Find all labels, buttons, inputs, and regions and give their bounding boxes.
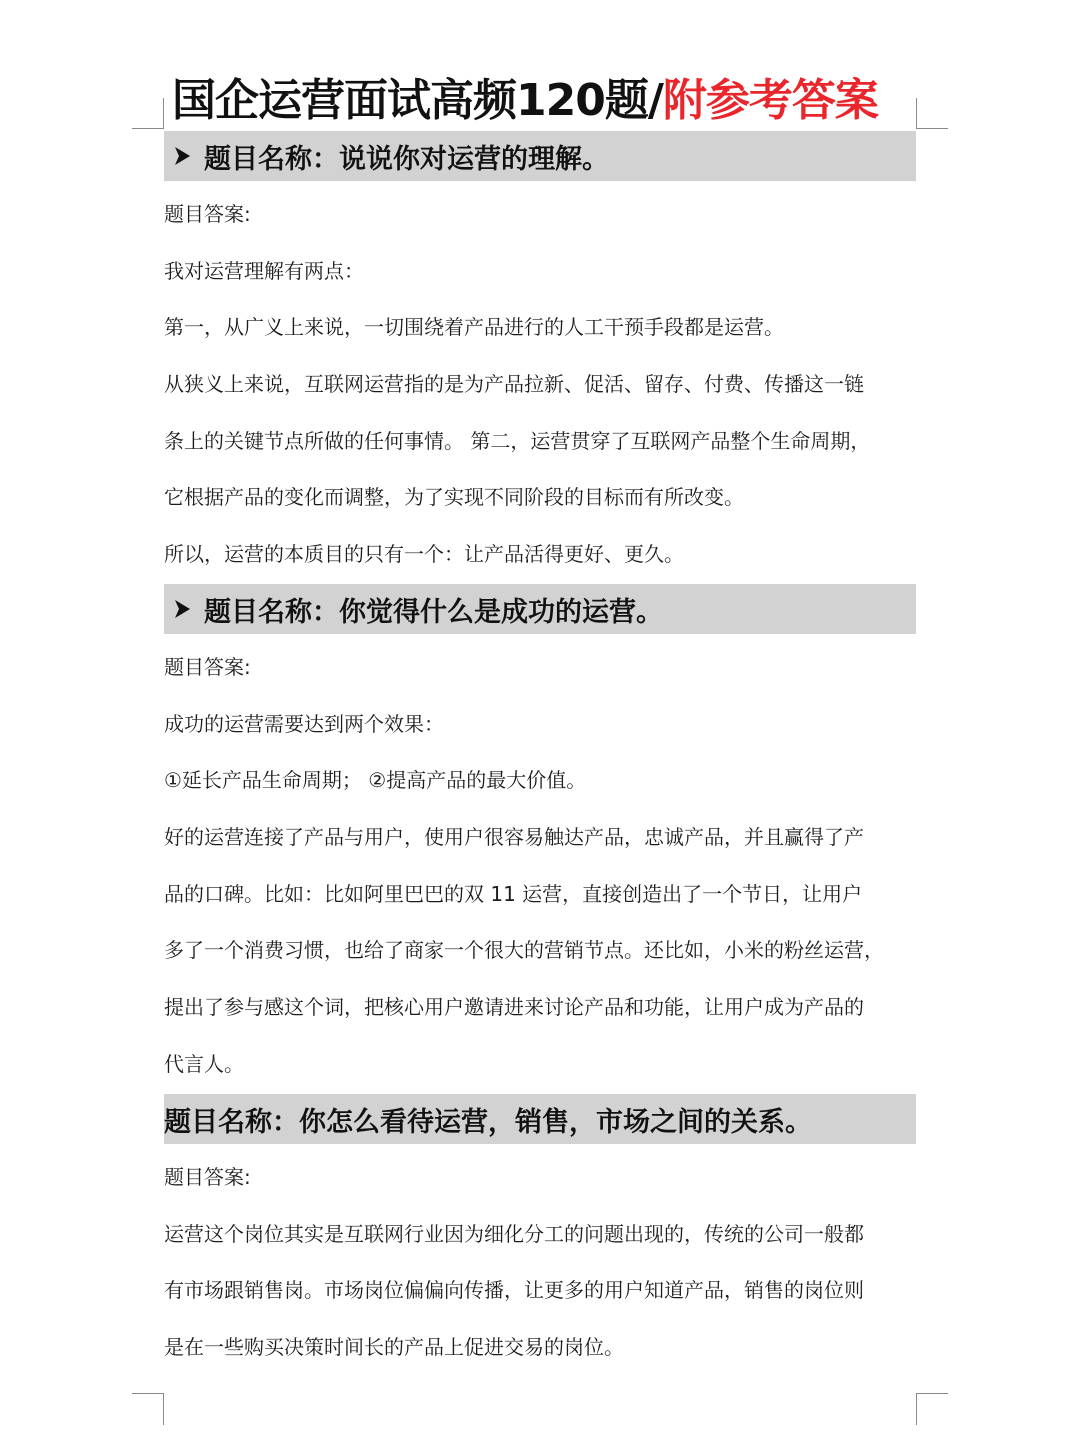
- question-1-answer: [164, 186, 920, 583]
- answer-line: 成功的运营需要达到两个效果：: [164, 711, 444, 736]
- answer-line: 多了一个消费习惯，也给了商家一个很大的营销节点。还比如，小米的粉丝运营，: [164, 938, 884, 963]
- answer-line: 代言人。: [164, 1051, 244, 1076]
- crop-mark-bottom-left: [132, 1393, 164, 1394]
- arrow-bullet-icon: [164, 584, 200, 634]
- answer-line: 好的运营连接了产品与用户，使用户很容易触达产品，忠诚产品，并且赢得了产: [164, 825, 864, 850]
- question-2-heading: [164, 584, 916, 634]
- page-title-accent: 附参考答案: [662, 75, 878, 126]
- answer-line: 从狭义上来说，互联网运营指的是为产品拉新、促活、留存、付费、传播这一链: [164, 372, 864, 397]
- answer-line: ①延长产品生命周期； ②提高产品的最大价值。: [164, 768, 587, 793]
- question-1-heading: [164, 131, 916, 181]
- answer-line: 我对运营理解有两点：: [164, 258, 364, 283]
- answer-line: 它根据产品的变化而调整，为了实现不同阶段的目标而有所改变。: [164, 485, 744, 510]
- question-1-title: 题目名称：说说你对运营的理解。: [204, 143, 609, 175]
- question-2-answer: [164, 639, 920, 1093]
- answer-line: 运营这个岗位其实是互联网行业因为细化分工的问题出现的，传统的公司一般都: [164, 1221, 864, 1246]
- answer-line: 是在一些购买决策时间长的产品上促进交易的岗位。: [164, 1335, 624, 1360]
- answer-label: 题目答案:: [164, 1165, 251, 1189]
- answer-line: 所以，运营的本质目的只有一个：让产品活得更好、更久。: [164, 542, 684, 567]
- page-title-main: 国企运营面试高频120题/: [172, 75, 663, 126]
- arrow-bullet-icon: [164, 131, 200, 181]
- crop-mark-top-left-vertical: [163, 98, 164, 128]
- answer-line: 条上的关键节点所做的任何事情。 第二，运营贯穿了互联网产品整个生命周期，: [164, 428, 871, 453]
- crop-mark-bottom-left-vertical: [163, 1393, 164, 1425]
- crop-mark-bottom-right: [916, 1393, 948, 1394]
- answer-line: 提出了参与感这个词，把核心用户邀请进来讨论产品和功能，让用户成为产品的: [164, 995, 864, 1020]
- page-title: [172, 74, 932, 128]
- crop-mark-top-right: [916, 128, 948, 129]
- answer-line: 有市场跟销售岗。市场岗位偏偏向传播，让更多的用户知道产品，销售的岗位则: [164, 1278, 864, 1303]
- question-3-heading: [164, 1094, 916, 1144]
- crop-mark-top-left: [132, 128, 164, 129]
- question-3-answer: [164, 1149, 920, 1376]
- crop-mark-bottom-right-vertical: [916, 1393, 917, 1425]
- answer-label: 题目答案:: [164, 202, 251, 226]
- question-2-title: 题目名称：你觉得什么是成功的运营。: [204, 596, 663, 628]
- answer-label: 题目答案:: [164, 655, 251, 679]
- answer-line: 第一，从广义上来说，一切围绕着产品进行的人工干预手段都是运营。: [164, 315, 784, 340]
- question-3-title: 题目名称：你怎么看待运营，销售，市场之间的关系。: [164, 1106, 812, 1138]
- answer-line: 品的口碑。比如：比如阿里巴巴的双 11 运营，直接创造出了一个节日，让用户: [164, 881, 863, 906]
